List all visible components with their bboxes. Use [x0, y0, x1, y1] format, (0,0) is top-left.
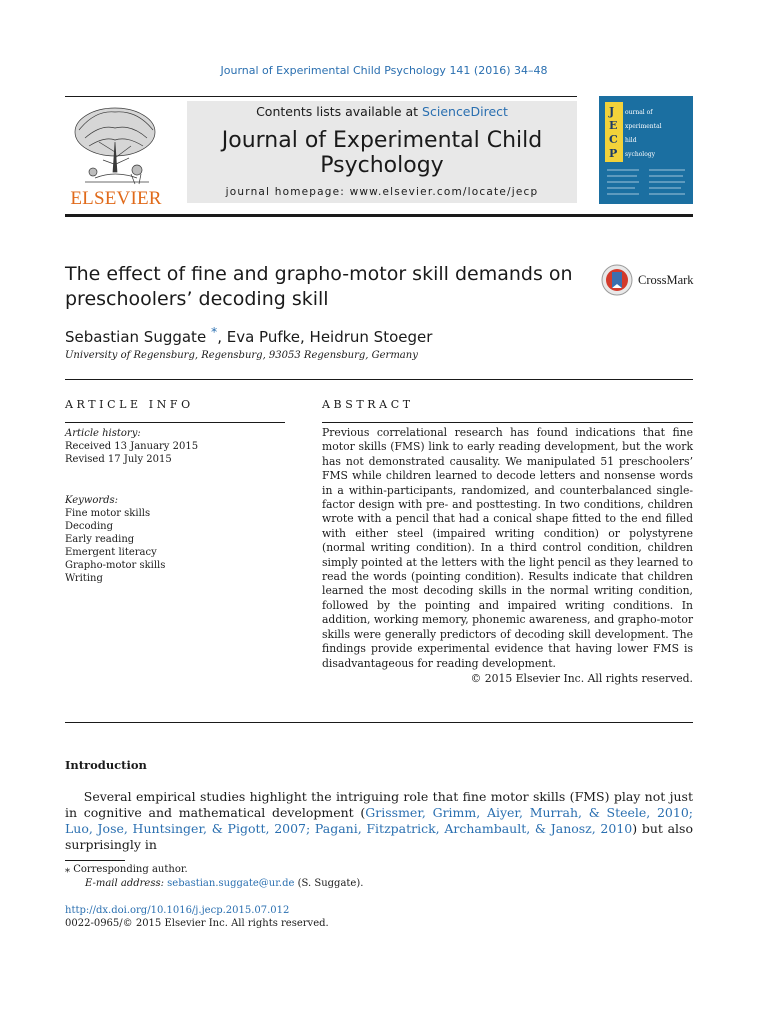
footnote-rule [65, 860, 125, 861]
journal-cover-thumbnail [599, 96, 693, 204]
rule-after-affiliation [65, 379, 693, 380]
cover-letter-e: E [609, 119, 618, 132]
journal-title: Journal of Experimental Child Psychology [221, 128, 543, 178]
contents-line [187, 104, 577, 119]
cover-letter-j: J [609, 105, 615, 118]
keyword-item: Decoding [65, 521, 113, 532]
article-title: The effect of fine and grapho-motor skill demands on preschoolers’ decoding skill [65, 263, 573, 310]
intro-text-before: Several empirical studies highlight the intriguing role that fine motor skills (FMS) play not just in cognitive and mathematical development ( [65, 789, 693, 820]
article-info-rule [65, 422, 285, 423]
crossmark-label[interactable]: CrossMark [638, 273, 694, 287]
issn-copyright: 0022-0965/© 2015 Elsevier Inc. All rights reserved. [65, 918, 329, 929]
author-rest: , Eva Pufke, Heidrun Stoeger [217, 328, 433, 346]
keywords [65, 494, 285, 585]
keyword-item: Emergent literacy [65, 547, 157, 558]
email-suffix: (S. Suggate). [294, 878, 364, 889]
contents-prefix: Contents lists available at [256, 104, 423, 119]
history-revised: Revised 17 July 2015 [65, 454, 172, 465]
abstract-rule [322, 422, 693, 423]
author-first: Sebastian Suggate [65, 328, 207, 346]
article-info-heading: ARTICLE INFO [65, 398, 194, 411]
history-label: Article history: [65, 428, 141, 439]
keyword-item: Writing [65, 573, 103, 584]
keywords-label: Keywords: [65, 495, 119, 506]
intro-text-after: ) but also surprisingly in [65, 821, 693, 852]
corresponding-author-marker[interactable]: * [210, 324, 218, 339]
footnote-marker: ⁎ [65, 864, 70, 875]
abstract-heading: ABSTRACT [322, 398, 414, 411]
rule-after-abstract [65, 722, 693, 723]
sciencedirect-link[interactable]: ScienceDirect [422, 104, 508, 119]
journal-reference[interactable]: Journal of Experimental Child Psychology 141 (2016) 34–48 [220, 64, 548, 77]
cover-line-3: hild [625, 137, 637, 144]
cover-line-2: xperimental [625, 123, 662, 130]
publisher-name: ELSEVIER [70, 188, 162, 209]
cover-line-4: sychology [625, 151, 656, 158]
article-history [65, 427, 285, 466]
header-rule-bottom [65, 214, 693, 217]
journal-homepage[interactable]: journal homepage: www.elsevier.com/locate/jecp [225, 186, 539, 198]
introduction-heading: Introduction [65, 758, 147, 772]
abstract-copyright: © 2015 Elsevier Inc. All rights reserved. [470, 672, 693, 685]
keyword-item: Grapho-motor skills [65, 560, 166, 571]
footnote [65, 863, 693, 891]
email-label: E-mail address: [85, 878, 168, 889]
keyword-item: Fine motor skills [65, 508, 151, 519]
corresponding-text: Corresponding author. [73, 864, 188, 875]
email-link[interactable]: sebastian.suggate@ur.de [167, 878, 295, 889]
cover-letter-p: P [609, 147, 618, 160]
cover-line-1: ournal of [625, 109, 653, 116]
corresponding-note [65, 863, 693, 877]
history-received: Received 13 January 2015 [65, 441, 199, 452]
citation-link[interactable]: Grissmer, Grimm, Aiyer, Murrah, & Steele, 2010; Luo, Jose, Huntsinger, & Pigott, 2007; Pagani, Fitzpatrick, Archambault, & Janosz, 2010 [65, 805, 693, 836]
cover-letter-c: C [609, 133, 618, 146]
header-rule-top [65, 96, 577, 97]
abstract-text: Previous correlational research has found indications that fine motor skills (FMS) link to early reading development, but the work has not demonstrated causality. We manipulated 51 preschoolers’ FMS while children learned to decode letters and nonsense words in a within-participants, randomized, and counterbalanced single-factor design with pre- and posttesting. In two conditions, children wrote with a pencil that had a conical shape fitted to the end filled with either steel (impaired writing condition) or polystyrene (normal writing condition). In a third control condition, children simply pointed at the letters with the light pencil as they learned to read the words (pointing condition). Results indicate that children learned the most decoding skills in the normal writing condition, followed by the pointing and impaired writing conditions. In addition, working memory, phonemic awareness, and grapho-motor skills were generally predictors of decoding skill development. The findings provide experimental evidence that having lower FMS is disadvantageous for reading development. [322, 426, 693, 670]
doi-link[interactable]: http://dx.doi.org/10.1016/j.jecp.2015.07.012 [65, 905, 290, 916]
keyword-item: Early reading [65, 534, 135, 545]
author-list [65, 324, 432, 346]
introduction-paragraph [65, 789, 693, 853]
email-note [65, 877, 693, 891]
affiliation: University of Regensburg, Regensburg, 93053 Regensburg, Germany [65, 350, 418, 361]
